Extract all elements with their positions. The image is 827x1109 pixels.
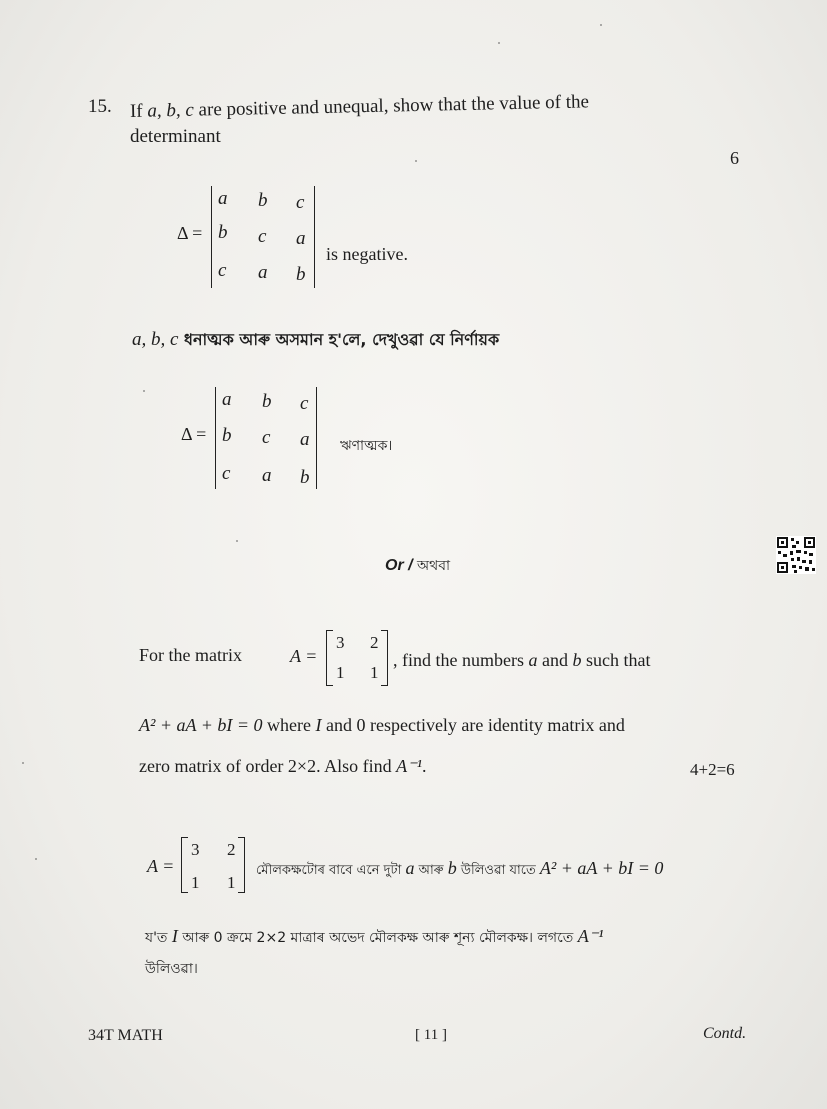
assamese-find-line: উলিওৱা।: [145, 961, 198, 977]
matrix-A-label: A =: [290, 646, 318, 666]
alt-marks: 4+2=6: [690, 760, 735, 779]
question-line-1: If a, b, c are positive and unequal, show that the value of the: [129, 91, 590, 122]
matrix-cell: 2: [370, 633, 379, 652]
scan-speck: [415, 160, 417, 162]
zero-matrix-line: zero matrix of order 2×2. Also find A⁻¹.: [139, 756, 427, 776]
or-divider: Or / অথবা: [385, 557, 451, 574]
scan-speck: [600, 24, 602, 26]
det-cell: c: [296, 192, 305, 213]
question-marks: 6: [730, 148, 739, 168]
scan-speck: [35, 858, 37, 860]
assamese-statement: a, b, c ধনাত্মক আৰু অসমান হ'লে, দেখুওৱা যে নিৰ্ণায়ক: [132, 329, 500, 350]
assamese-where-line: য'ত I আৰু 0 ক্ৰমে 2×2 মাত্ৰাৰ অভেদ মৌলকক্ষ আৰু শূন্য মৌলকক্ষ। লগতে A⁻¹: [145, 926, 604, 946]
delta-label: Δ =: [177, 223, 203, 243]
determinant-matrix-as: [215, 387, 317, 489]
assamese-matrix-line: মৌলকক্ষটোৰ বাবে এনে দুটা a আৰু b উলিওৱা যাতে A² + aA + bI = 0: [256, 858, 664, 878]
matrix-cell: 1: [370, 663, 379, 682]
scan-speck: [236, 540, 238, 542]
delta-label-as: Δ =: [181, 424, 207, 444]
det-cell: b: [222, 425, 232, 446]
det-cell: c: [258, 226, 267, 247]
for-the-matrix: For the matrix: [139, 645, 242, 665]
footer-code: 34T MATH: [88, 1027, 163, 1044]
det-cell: b: [300, 467, 310, 488]
matrix-cell: 2: [227, 840, 236, 859]
question-number: 15.: [88, 96, 112, 117]
det-cell: c: [222, 463, 231, 484]
question-line-2: determinant: [130, 126, 221, 147]
det-cell: b: [218, 222, 228, 243]
det-cell: a: [258, 262, 268, 283]
matrix-A-label-as: A =: [147, 856, 175, 876]
det-cell: a: [300, 429, 310, 450]
matrix-cell: 3: [336, 633, 345, 652]
det-cell: a: [262, 465, 272, 486]
det-cell: a: [296, 228, 306, 249]
det-cell: b: [296, 264, 306, 285]
matrix-cell: 1: [227, 873, 236, 892]
det-cell: c: [300, 393, 309, 414]
det-cell: c: [262, 427, 271, 448]
det-cell: b: [258, 190, 268, 211]
matrix-A-as: [181, 837, 245, 893]
matrix-cell: 1: [191, 873, 200, 892]
determinant-matrix: [211, 186, 315, 288]
contd-label: Contd.: [703, 1025, 747, 1042]
scan-speck: [22, 762, 24, 764]
scan-speck: [143, 390, 145, 392]
det-cell: a: [222, 389, 232, 410]
matrix-cell: 3: [191, 840, 200, 859]
equation-line: A² + aA + bI = 0 where I and 0 respectively are identity matrix and: [139, 715, 625, 735]
qr-code-icon: [776, 536, 816, 574]
det-cell: a: [218, 188, 228, 209]
matrix-A: [326, 630, 388, 686]
matrix-cell: 1: [336, 663, 345, 682]
scan-speck: [498, 42, 500, 44]
page-number: [ 11 ]: [415, 1027, 447, 1043]
suffix-english: is negative.: [326, 244, 408, 264]
det-cell: b: [262, 391, 272, 412]
find-numbers-text: , find the numbers a and b such that: [393, 650, 651, 670]
suffix-assamese: ঋণাত্মক।: [340, 438, 393, 454]
det-cell: c: [218, 260, 227, 281]
